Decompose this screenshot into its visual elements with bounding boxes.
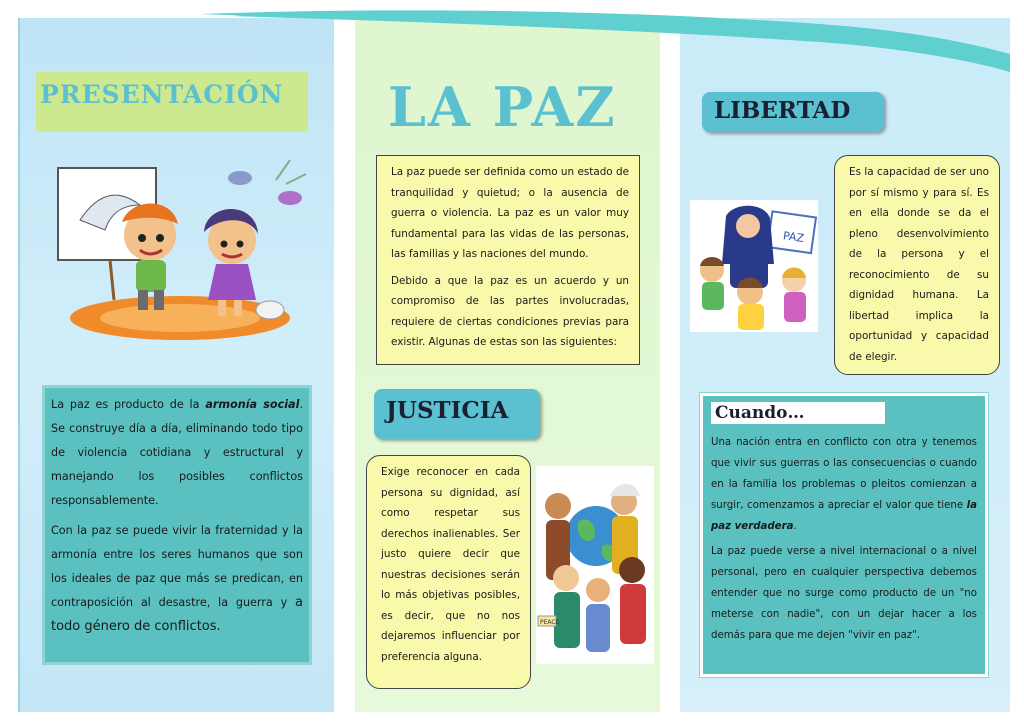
justicia-heading: JUSTICIA: [374, 389, 540, 439]
justicia-text-box: [366, 455, 531, 689]
p2-text-start: Con la paz se puede vivir la fraternidad y la armonía entre los seres humanos que son los ideales de paz que más se predican, en contraposición al desastre, la guerra y: [51, 524, 303, 609]
cuando-heading: Cuando…: [711, 402, 885, 424]
paz-sign-label: PAZ: [782, 229, 805, 245]
cuando-p1-start: Una nación entra en conflicto con otra y tenemos que vivir sus guerras o las consecuencias o cuando en la familia los problemas o pleitos comienzan a surgir, comenzamos a apreciar el valor que tiene: [711, 437, 977, 511]
libertad-text-box: [834, 155, 1000, 375]
children-peace-illustration: [50, 160, 320, 340]
justicia-paragraph: Exige reconocer en cada persona su dignidad, así como respetar sus derechos inalienables. Ser justo quiere decir que nuestras decisiones serán lo más objetivas posibles, es decir, que no nos dejaremos influenciar por preferencia alguna.: [381, 466, 520, 663]
cuando-paragraph-1: [711, 432, 977, 537]
p1-text-start: La paz es producto de la: [51, 398, 206, 411]
libertad-heading: LIBERTAD: [702, 92, 884, 132]
cuando-paragraph-2: La paz puede verse a nivel internacional o a nivel personal, pero en cualquier perspectiva debemos entender que no surge como producto de un "no meterse con nadie", con un dejar hacer a los demás para que me dejen "vivir en paz".: [711, 546, 977, 641]
teacher-with-children-illustration: [690, 200, 818, 332]
presentacion-heading: PRESENTACIÓN: [36, 72, 308, 132]
cuando-text-box: [700, 393, 988, 677]
p1-text-end: . Se construye día a día, eliminando todo tipo de violencia cotidiana y estructural y manejando los posibles conflictos responsablemente.: [51, 398, 303, 507]
cuando-p1-end: .: [793, 521, 797, 532]
la-paz-paragraph-1: La paz puede ser definida como un estado de tranquilidad y quietud; o la ausencia de guerra o violencia. La paz es un valor muy fundamental para las vidas de las personas, las familias y las naciones del mundo.: [391, 166, 629, 260]
la-paz-text-box: [376, 155, 640, 365]
peace-card-label: PEACE: [540, 619, 560, 626]
world-children-illustration: [536, 466, 654, 664]
la-paz-paragraph-2: Debido a que la paz es un acuerdo y un compromiso de las partes involucradas, requiere de ciertas condiciones previas para existir. Algunas de estas son las siguientes:: [391, 274, 629, 348]
presentacion-text-box: [42, 385, 312, 665]
la-paz-heading: LA PAZ: [388, 75, 617, 139]
p2-text-end: a todo género de conflictos.: [51, 595, 303, 634]
presentacion-paragraph-2: [51, 519, 303, 639]
armonia-social-emphasis: armonía social: [205, 398, 300, 411]
presentacion-paragraph-1: [51, 393, 303, 513]
paz-verdadera-emphasis: la paz verdadera: [711, 500, 977, 532]
libertad-paragraph: Es la capacidad de ser uno por sí mismo y para sí. Es en ella donde se da el pleno desenvolvimiento de la persona y el reconocimiento de su dignidad humana. La libertad implica la oportunidad y capacidad de elegir.: [849, 166, 989, 363]
